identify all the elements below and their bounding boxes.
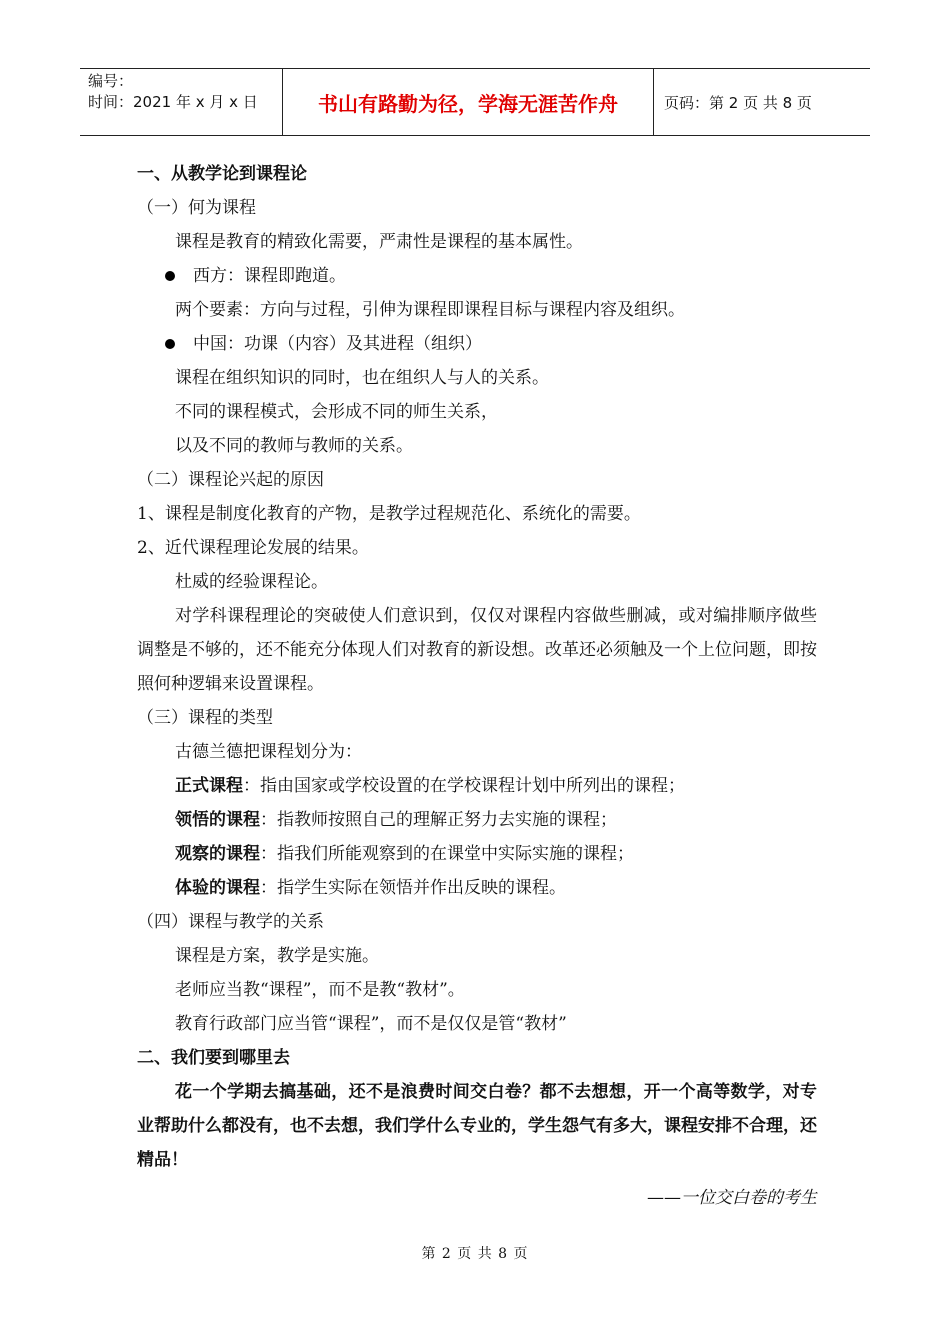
bullet-dot-icon [165,339,175,349]
curriculum-type [137,803,817,837]
body-line: 教育行政部门应当管“课程”，而不是仅仅是管“教材” [175,1014,567,1034]
bullet-item [137,327,817,361]
numbered-item: 1、课程是制度化教育的产物，是教学过程规范化、系统化的需要。 [137,504,641,524]
subsection-title-2: （二）课程论兴起的原因 [137,470,324,490]
term: 体验的课程 [175,878,260,898]
curriculum-type [137,769,817,803]
subsection-title-1: （一）何为课程 [137,198,256,218]
header-page-info: 页码：第 2 页 共 8 页 [664,93,812,112]
curriculum-type [137,837,817,871]
body-line: 杜威的经验课程论。 [175,572,328,592]
body-line: 两个要素：方向与过程，引伸为课程即课程目标与课程内容及组织。 [175,300,685,320]
subsection-title-4: （四）课程与教学的关系 [137,912,324,932]
subsection-title-3: （三）课程的类型 [137,708,273,728]
term-description: ：指学生实际在领悟并作出反映的课程。 [260,878,566,898]
body-line: 课程在组织知识的同时，也在组织人与人的关系。 [175,368,549,388]
bullet-dot-icon [165,271,175,281]
term: 正式课程 [175,776,243,796]
section-title-1: 一、从教学论到课程论 [137,164,307,184]
body-line: 课程是教育的精致化需要，严肃性是课程的基本属性。 [175,232,583,252]
bullet-text: 西方：课程即跑道。 [193,266,346,286]
quote-paragraph: 花一个学期去搞基础，还不是浪费时间交白卷？都不去想想，开一个高等数学，对专业帮助什么都没有，也不去想，我们学什么专业的，学生怨气有多大，课程安排不合理，还精品！ [137,1082,817,1170]
term-description: ：指教师按照自己的理解正努力去实施的课程； [260,810,617,830]
page-footer: 第 2 页 共 8 页 [421,1246,529,1262]
bullet-item [137,259,817,293]
body-line: 不同的课程模式，会形成不同的师生关系， [175,402,498,422]
term: 观察的课程 [175,844,260,864]
header-number-label: 编号： [88,72,134,90]
page-header [80,68,870,136]
section-title-2: 二、我们要到哪里去 [137,1048,290,1068]
header-date: 时间：2021 年 x 月 x 日 [88,93,258,111]
header-meta [80,69,282,135]
term: 领悟的课程 [175,810,260,830]
body-line: 古德兰德把课程划分为： [175,742,362,762]
bullet-text: 中国：功课（内容）及其进程（组织） [193,334,482,354]
curriculum-type [137,871,817,905]
term-description: ：指我们所能观察到的在课堂中实际实施的课程； [260,844,634,864]
header-motto: 书山有路勤为径，学海无涯苦作舟 [282,69,654,135]
document-body [137,157,817,1215]
quote-signature: ——一位交白卷的考生 [647,1188,817,1208]
body-line: 以及不同的教师与教师的关系。 [175,436,413,456]
term-description: ：指由国家或学校设置的在学校课程计划中所列出的课程； [243,776,685,796]
body-line: 老师应当教“课程”，而不是教“教材”。 [175,980,465,1000]
numbered-item: 2、近代课程理论发展的结果。 [137,538,369,558]
body-paragraph: 对学科课程理论的突破使人们意识到，仅仅对课程内容做些删减，或对编排顺序做些调整是不够的，还不能充分体现人们对教育的新设想。改革还必须触及一个上位问题，即按照何种逻辑来设置课程。 [137,606,817,694]
body-line: 课程是方案，教学是实施。 [175,946,379,966]
